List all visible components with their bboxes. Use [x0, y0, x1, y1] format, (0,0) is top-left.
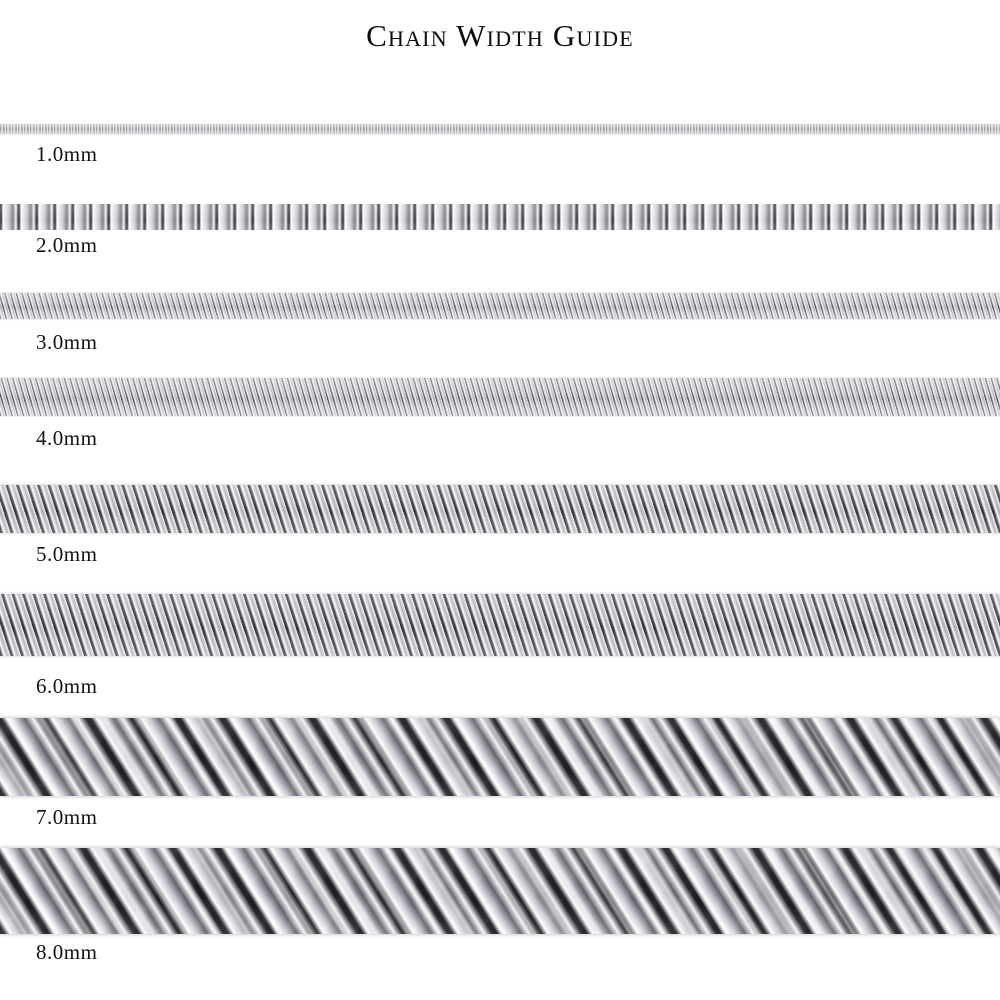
chain-sample-8.0mm	[0, 848, 1000, 934]
chain-sample-5.0mm	[0, 485, 1000, 533]
chain-sample-3.0mm	[0, 293, 1000, 319]
chain-width-label: 7.0mm	[36, 805, 98, 829]
chain-width-label: 1.0mm	[36, 142, 98, 166]
chain-sample-6.0mm	[0, 594, 1000, 656]
chain-sample-1.0mm	[0, 124, 1000, 134]
chain-width-label: 2.0mm	[36, 233, 98, 257]
chain-width-label: 4.0mm	[36, 426, 98, 450]
page-title: Chain Width Guide	[366, 18, 634, 53]
chain-sample-7.0mm	[0, 718, 1000, 796]
chain-width-label: 3.0mm	[36, 330, 98, 354]
chain-sample-2.0mm	[0, 204, 1000, 230]
chain-width-label: 8.0mm	[36, 940, 98, 964]
chain-sample-4.0mm	[0, 378, 1000, 416]
chain-width-label: 6.0mm	[36, 674, 98, 698]
chain-width-label: 5.0mm	[36, 542, 98, 566]
